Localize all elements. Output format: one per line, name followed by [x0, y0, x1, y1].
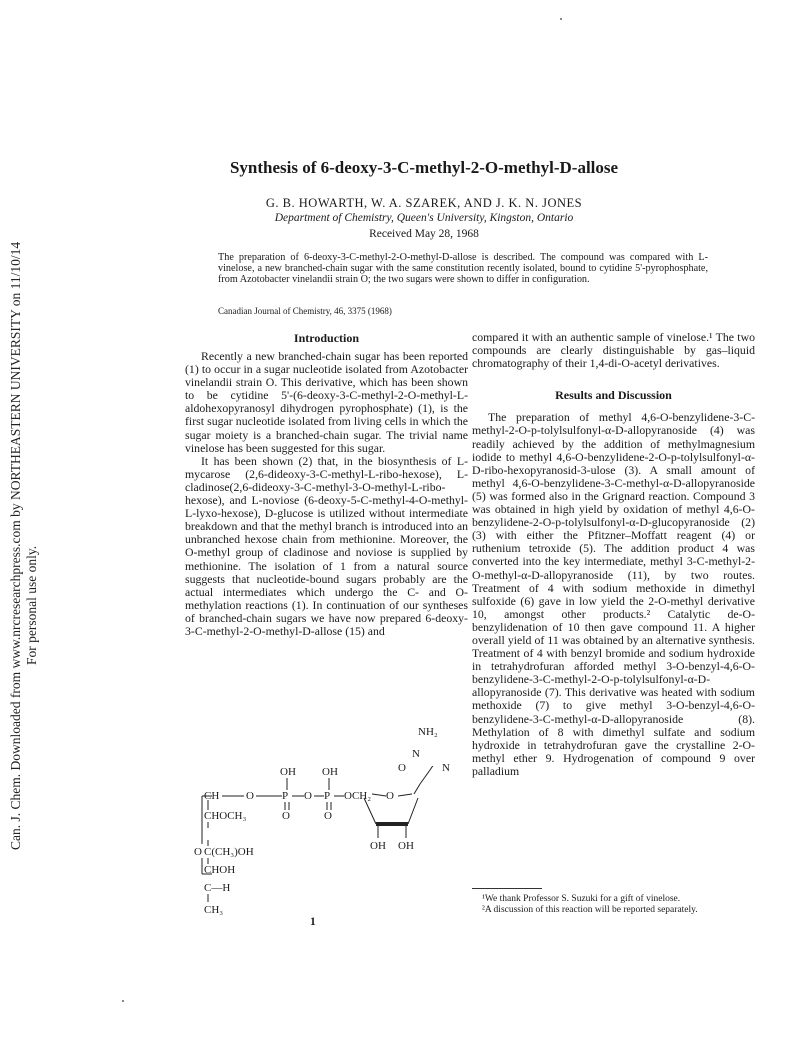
structure-figure	[186, 726, 466, 941]
intro-paragraph-2: It has been shown (2) that, in the biosynthesis of L-mycarose (2,6-dideoxy-3-C-methyl-L-ribo-hexose), L-cladinose(2,6-dideoxy-3-C-methyl-3-O-methyl-L-ribo-hexose), and L-noviose (6-deoxy-5-C-methyl-4-O-methyl-L-lyxo-hexose), D-glucose is utilized without intermediate breakdown and that the methyl branch is introduced into an unbranched hexose chain from methionine. Moreover, the O-methyl group of cladinose and noviose is supplied by methionine. The isolation of 1 from a natural source suggests that nucleotide-bound sugars probably are the actual intermediates which undergo the C- and O-methylation reactions (1). In continuation of our syntheses of branched-chain sugars we have now prepared 6-deoxy-3-C-methyl-2-O-methyl-D-allose (15) and	[185, 453, 468, 638]
download-watermark	[6, 160, 46, 860]
introduction-heading: Introduction	[293, 331, 360, 345]
personal-use-notice: For personal use only.	[24, 545, 39, 665]
scan-speck	[560, 18, 562, 20]
abstract: The preparation of 6-deoxy-3-C-methyl-2-O-methyl-D-allose is described. The compound was compared with L-vinelose, a new branched-chain sugar with the same constitution recently isolated, bound to cytidine 5'-pyrophosphate, from Azotobacter vinelandii strain O; the two sugars were shown to differ in configuration.	[218, 252, 708, 286]
oh-label-1: OH	[280, 766, 296, 778]
p-label-2: P	[324, 790, 331, 802]
o-ring-label: O	[386, 790, 394, 802]
ch-label: CH	[204, 790, 220, 802]
ribose-oh-label-2: OH	[398, 840, 414, 852]
received-date: Received May 28, 1968	[369, 228, 479, 240]
footnotes	[472, 894, 755, 915]
results-paragraph-1: The preparation of methyl 4,6-O-benzylidene-3-C-methyl-2-O-p-tolylsulfonyl-α-D-allopyranoside (4) was readily achieved by the addition of methylmagnesium iodide to methyl 4,6-O-benzylidene-2-O-p-tolylsulfonyl-α-D-ribo-hexopyranosid-3-ulose (3). A small amount of methyl 4,6-O-benzylidene-3-C-methyl-α-D-allopyranoside (5) was formed also in the Grignard reaction. Compound 3 was obtained in high yield by oxidation of methyl 4,6-O-benzylidene-2-O-p-tolylsulfonyl-α-D-glucopyranoside (2) (3) with either the Pfitzner–Moffatt reagent (4) or ruthenium tetroxide (5). The addition product 4 was converted into the key intermediate, methyl 3-C-methyl-2-O-methyl-α-D-allopyranoside (11), by two routes. Treatment of 4 with sodium methoxide in dimethyl sulfoxide (6) gave in low yield the 2-O-methyl derivative 10, amongst other products.² Catalytic de-O-benzylidenation of 10 then gave compound 11. A higher overall yield of 11 was obtained by an alternative synthesis. Treatment of 4 with benzyl bromide and sodium hydroxide in tetrahydrofuran afforded methyl 3-O-benzyl-4,6-O-benzylidene-3-C-methyl-2-O-p-tolylsulfonyl-α-D-allopyranoside (7). This derivative was heated with sodium methoxide (7) to give methyl 3-O-benzyl-4,6-O-benzylidene-3-C-methyl-α-D-allopyranoside (8). Methylation of 8 with dimethyl sulfate and sodium hydroxide in tetrahydrofuran gave the crystalline 2-O-methyl ether 9. Hydrogenation of compound 9 over palladium	[472, 410, 755, 778]
chohrow-label: CHOH	[204, 864, 236, 876]
nh2-label: NH₂	[418, 726, 438, 738]
authors: G. B. HOWARTH, W. A. SZAREK, AND J. K. N. JONES	[265, 196, 583, 210]
p-label-1: P	[282, 790, 289, 802]
o-link-label-1: O	[246, 790, 254, 802]
footnote-1: ¹We thank Professor S. Suzuki for a gift of vinelose.	[482, 894, 681, 904]
oh-label-2: OH	[322, 766, 338, 778]
n-top-label: N	[412, 748, 420, 760]
n-bottom-label: N	[442, 762, 450, 774]
ribose-oh-label-1: OH	[370, 840, 386, 852]
download-notice: Can. J. Chem. Downloaded from www.nrcresearchpress.com by NORTHEASTERN UNIVERSITY on 11/10/14	[8, 241, 23, 850]
ch3-label: CH₃	[204, 904, 224, 916]
o-double-label-1: O	[282, 810, 290, 822]
cch3oh-label: C(CH₃)OH	[204, 846, 254, 858]
right-column	[472, 331, 755, 778]
ch-h-label: C—H	[204, 882, 231, 894]
o-double-label-2: O	[324, 810, 332, 822]
results-heading: Results and Discussion	[555, 388, 672, 403]
footnote-rule	[472, 888, 542, 889]
o-link-label-2: O	[304, 790, 312, 802]
footnote-2: ²A discussion of this reaction will be reported separately.	[482, 904, 698, 915]
compound-number: 1	[310, 916, 316, 928]
o-carbonyl-label: O	[398, 762, 406, 774]
scan-speck	[122, 1000, 124, 1002]
intro-paragraph-1: Recently a new branched-chain sugar has been reported (1) to occur in a sugar nucleotide isolated from Azotobacter vinelandii strain O. This derivative, which has been shown to be cytidine 5'-(6-deoxy-3-C-methyl-2-O-methyl-L-aldohexopyranosyl dihydrogen pyrophosphate) (1), is the first sugar nucleotide isolated from living cells in which the sugar moiety is a branched-chain sugar. The trivial name vinelose has been suggested for this sugar.	[185, 349, 468, 455]
affiliation: Department of Chemistry, Queen's University, Kingston, Ontario	[274, 212, 574, 224]
intro-continuation: compared it with an authentic sample of vinelose.¹ The two compounds are clearly distinguishable by gas–liquid chromatography of their 1,4-di-O-acetyl derivatives.	[472, 330, 755, 371]
choch3-label: CHOCH₃	[204, 810, 247, 822]
och2-label: OCH₂	[344, 790, 372, 802]
o-pyranose-label: O	[194, 846, 202, 858]
left-column	[185, 350, 468, 638]
journal-citation: Canadian Journal of Chemistry, 46, 3375 (1968)	[218, 306, 392, 316]
article-title: Synthesis of 6-deoxy-3-C-methyl-2-O-methyl-D-allose	[229, 158, 619, 177]
